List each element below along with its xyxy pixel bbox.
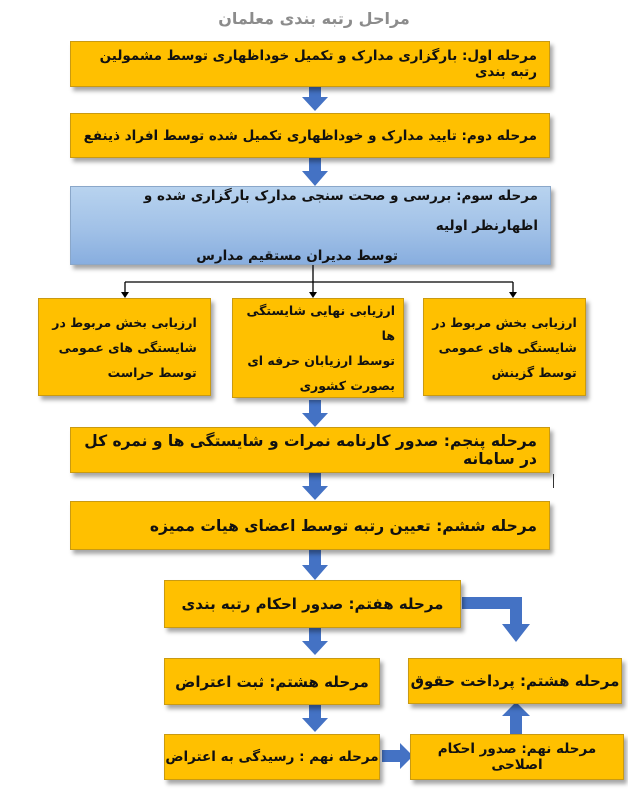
step9-right-box — [410, 734, 624, 780]
arrow-step9-to-step8-right — [502, 702, 530, 734]
eval-selection-line1: ارزیابی بخش مربوط در — [432, 314, 577, 330]
arrow-step6-to-step7 — [302, 550, 328, 580]
eval-national-line1: ارزیابی نهایی شایستگی ها — [246, 303, 395, 343]
eval-box-selection — [423, 298, 586, 396]
step6-box — [70, 501, 550, 550]
step3-text — [83, 181, 538, 271]
step8-left-label: مرحله هشتم: ثبت اعتراض — [175, 672, 369, 691]
arrow-step9-left-to-right — [382, 743, 413, 769]
eval-selection-line2: شایستگی های عمومی — [438, 339, 577, 355]
step6-label: مرحله ششم: تعیین رتبه توسط اعضای هیات ممیزه — [149, 516, 537, 535]
eval-box-national — [232, 298, 404, 398]
arrow-step8-to-step9-left — [302, 705, 328, 732]
arrow-step1-to-step2 — [302, 87, 328, 111]
arrow-step5-to-step6 — [302, 473, 328, 500]
stray-mark — [553, 474, 554, 488]
diagram-title: مراحل رتبه بندی معلمان — [218, 9, 410, 28]
step2-box — [70, 113, 550, 158]
step5-box — [70, 427, 550, 473]
eval-security-line1: ارزیابی بخش مربوط در — [52, 314, 197, 330]
step9-left-label: مرحله نهم : رسیدگی به اعتراض — [165, 749, 379, 765]
arrow-step7-to-step8-left — [302, 628, 328, 655]
step7-label: مرحله هفتم: صدور احکام رتبه بندی — [181, 595, 444, 613]
arrow-evals-to-step5 — [302, 400, 328, 427]
step3-box — [70, 186, 551, 265]
step1-box — [70, 41, 550, 87]
eval-national-line3: بصورت کشوری — [299, 378, 395, 393]
step8-right-label: مرحله هشتم: پرداخت حقوق — [410, 672, 620, 690]
step3-label-line1: مرحله سوم: بررسی و صحت سنجی مدارک بارگزاری شده و اظهارنظر اولیه — [143, 187, 538, 234]
eval-security-line3: توسط حراست — [107, 364, 197, 380]
step9-left-box — [164, 734, 380, 780]
step8-right-box — [408, 658, 622, 704]
step9-right-label: مرحله نهم: صدور احکام اصلاحی — [437, 741, 597, 773]
eval-security-line2: شایستگی های عمومی — [58, 339, 197, 355]
eval-selection-line3: توسط گزینش — [491, 364, 577, 380]
step1-label: مرحله اول: بارگزاری مدارک و تکمیل خوداظهاری توسط مشمولین رتبه بندی — [99, 48, 537, 80]
step5-label: مرحله پنجم: صدور کارنامه نمرات و شایستگی ها و نمره کل در سامانه — [84, 432, 537, 468]
step2-label: مرحله دوم: تایید مدارک و خوداظهاری تکمیل شده توسط افراد ذینفع — [83, 127, 537, 144]
step7-box — [164, 580, 461, 628]
step8-left-box — [164, 658, 380, 705]
arrow-step7-to-step8-right — [462, 597, 530, 642]
step3-label-line2: توسط مدیران مستقیم مدارس — [196, 247, 398, 264]
eval-box-security — [38, 298, 211, 396]
eval-national-line2: توسط ارزیابان حرفه ای — [247, 353, 395, 368]
